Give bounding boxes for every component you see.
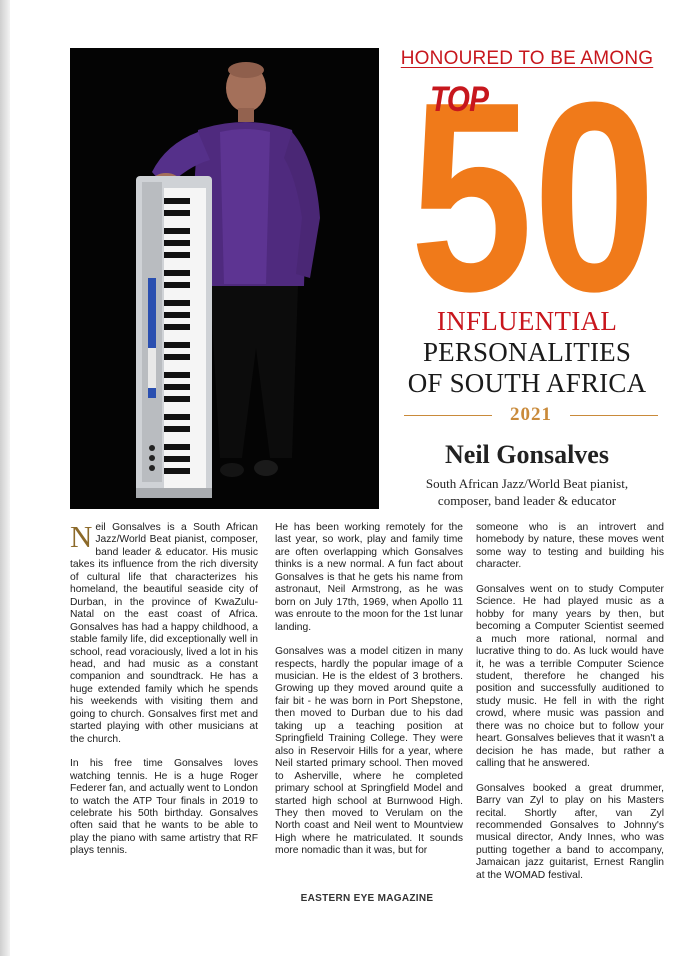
year-label: 2021 <box>510 404 552 425</box>
page-edge <box>0 0 10 956</box>
article-column-2 <box>275 522 463 870</box>
keyboard-instrument <box>136 176 212 498</box>
pianist-illustration <box>70 48 379 509</box>
subtitle-line-2: composer, band leader & educator <box>437 493 617 508</box>
person-subtitle <box>396 475 658 509</box>
personalities-heading: PERSONALITIES <box>422 337 632 367</box>
influential-heading: INFLUENTIAL <box>436 306 618 336</box>
person-name: Neil Gonsalves <box>445 440 609 469</box>
honoured-heading: HONOURED TO BE AMONG <box>400 48 654 69</box>
paragraph: someone who is an introvert and homebody by nature, these moves went some way to testing and building his character. <box>476 522 664 571</box>
paragraph: He has been working remotely for the last year, so work, play and family time are often overlapping which Gonsalves thinks is a new normal. A fun fact about Gonsalves is that he gets his name from astronaut, Neil Armstrong, as he was born on July 17th, 1969, when Apollo 11 was enroute to the moon for the 1st lunar landing. <box>275 522 463 633</box>
paragraph: Gonsalves went on to study Computer Science. He had played music as a hobby for many years by then, but becoming a Computer Scientist seemed a much more rational, normal and lucrative thing to do. As luck would have it, he was a terrible Computer Science student, therefore he changed his position and successfully auditioned to study music. He fell in with the right crowd, where music was passion and there was no choice but to follow your heart. Gonsalves believes that it wasn't a decision he has made, but rather a calling that he answered. <box>476 583 664 770</box>
paragraph: Gonsalves was a model citizen in many respects, hardly the popular image of a musician. He is the eldest of 3 brothers. Growing up they moved around quite a fair bit - he was born in Port Shepstone, then moved to Durban due to his dad taking up a teaching position at Springfield Training College. They were also in Reservoir Hills for a year, where Neil started primary school. Then moved to Asherville, where he completed primary school at Springfield Model and started high school at Burnwood High. They then moved to Verulam on the North coast and Neil went to Mountview High where he matriculated. It sounds more nomadic than it was, but for <box>275 646 463 857</box>
article-column-1 <box>70 519 258 870</box>
paragraph: Gonsalves booked a great drummer, Barry van Zyl to play on his Masters recital. Shortly after, van Zyl recommended Gonsalves to Johnny's musical director, Andy Innes, who was putting together a band to accompany, Jamaican jazz guitarist, Ernest Ranglin at the WOMAD festival. <box>476 782 664 881</box>
magazine-page <box>10 0 694 956</box>
paragraph <box>70 519 258 746</box>
south-africa-heading: OF SOUTH AFRICA <box>407 368 647 398</box>
magazine-footer: EASTERN EYE MAGAZINE <box>300 893 434 904</box>
paragraph-text: eil Gonsalves is a South African Jazz/World Beat pianist, composer, band leader & educator. His music takes its influence from the rich diversity of cultural life that characterizes his homeland, the beautiful seaside city of Durban, in the province of KwaZulu-Natal on the east coast of Africa. Gonsalves has had a happy childhood, a stable family life, did exceptionally well in school, read voraciously, lived a lot in his head, and had music as a constant companion and soundtrack. He has a huge extended family which he spends his weekends with visiting them and going to church. Gonsalves first met and started playing with other musicians at the church. <box>70 522 258 745</box>
subtitle-line-1: South African Jazz/World Beat pianist, <box>425 476 629 491</box>
top-word: TOP <box>430 80 489 119</box>
drop-cap: N <box>70 519 93 554</box>
year-row <box>404 404 658 426</box>
paragraph: In his free time Gonsalves loves watching tennis. He is a huge Roger Federer fan, and actually went to London to watch the ATP Tour finals in 2019 to celebrate his 50th birthday. Gonsalves often said that he wants to be able to play the piano with same artistry that RF plays tennis. <box>70 758 258 857</box>
portrait-photo <box>70 48 379 509</box>
year-rule-right <box>570 415 658 416</box>
fifty-text: 50 <box>410 62 656 312</box>
article-column-3 <box>476 522 664 894</box>
